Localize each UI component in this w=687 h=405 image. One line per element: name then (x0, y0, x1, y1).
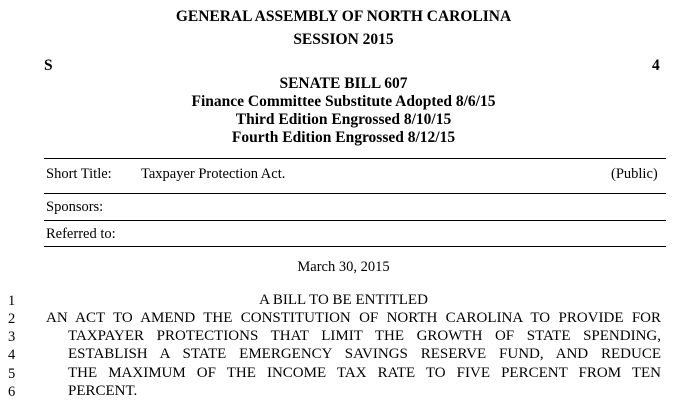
edition-mark: 4 (652, 57, 660, 74)
table-top-rule (44, 158, 666, 159)
assembly-title: GENERAL ASSEMBLY OF NORTH CAROLINA (175, 8, 512, 25)
bill-text-line: ESTABLISH A STATE EMERGENCY SAVINGS RESERVE FUND, AND REDUCE (68, 346, 661, 362)
edition-line-1: Finance Committee Substitute Adopted 8/6/15 (191, 93, 496, 110)
line-number: 5 (8, 366, 16, 382)
referred-label: Referred to: (46, 226, 116, 242)
session-title: SESSION 2015 (293, 31, 394, 48)
short-title-label: Short Title: (46, 166, 112, 182)
bill-entitled-heading: A BILL TO BE ENTITLED (259, 292, 428, 308)
bill-text-line: PERCENT. (68, 383, 138, 399)
table-bottom-rule (44, 246, 666, 247)
bill-text-line: THE MAXIMUM OF THE INCOME TAX RATE TO FIVE PERCENT FROM TEN (68, 365, 661, 381)
short-title-type: (Public) (611, 166, 658, 182)
edition-line-3: Fourth Edition Engrossed 8/12/15 (231, 129, 456, 146)
edition-line-2: Third Edition Engrossed 8/10/15 (235, 111, 452, 128)
line-number: 4 (8, 347, 16, 363)
table-rule-2 (44, 193, 666, 194)
short-title-value: Taxpayer Protection Act. (141, 166, 286, 182)
chamber-mark: S (44, 57, 53, 74)
sponsors-label: Sponsors: (46, 199, 104, 215)
table-rule-3 (44, 220, 666, 221)
line-number: 3 (8, 329, 16, 345)
bill-number: SENATE BILL 607 (279, 75, 408, 92)
line-number: 1 (8, 293, 16, 309)
bill-text-line: AN ACT TO AMEND THE CONSTITUTION OF NORTH CAROLINA TO PROVIDE FOR (46, 310, 661, 326)
line-number: 6 (8, 384, 16, 400)
bill-date: March 30, 2015 (297, 259, 390, 275)
bill-text-line: TAXPAYER PROTECTIONS THAT LIMIT THE GROWTH OF STATE SPENDING, (68, 328, 661, 344)
line-number: 2 (8, 311, 16, 327)
